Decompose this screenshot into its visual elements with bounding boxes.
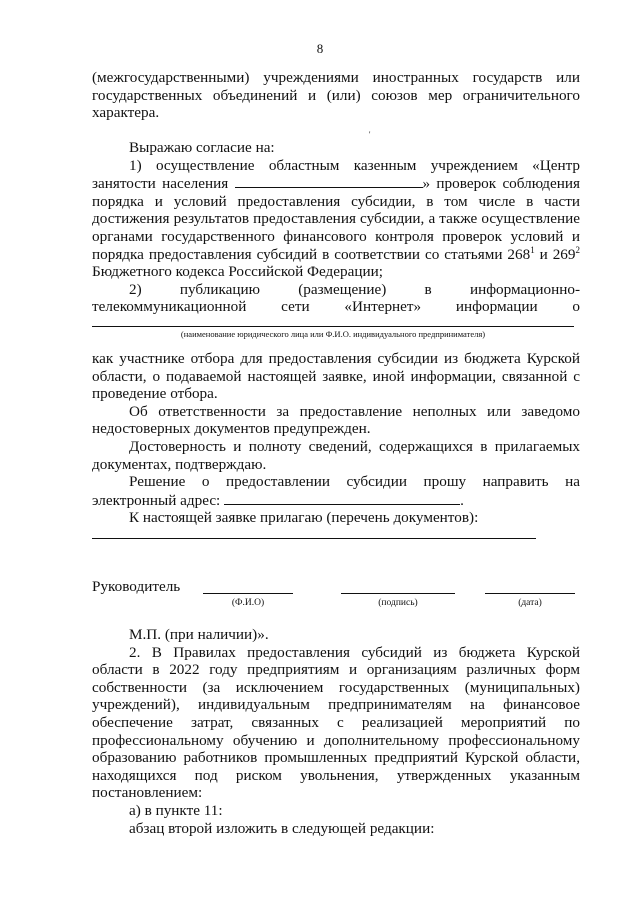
signature-line xyxy=(341,593,455,594)
stray-mark: ' xyxy=(369,130,371,139)
email-label: электронный адрес: xyxy=(92,491,221,509)
name-caption: (наименование юридического лица или Ф.И.О. индивидуального предпринимателя) xyxy=(180,329,486,339)
item1-sup-2: 2 xyxy=(575,244,580,255)
consent-item-1 xyxy=(92,157,580,281)
decision-paragraph-line2 xyxy=(92,491,580,510)
intro-paragraph: (межгосударственными) учреждениями иностранных государств или государственных объединений и (или) союзов мер ограничительного характера. xyxy=(92,69,580,122)
employment-center-blank xyxy=(235,174,423,188)
fio-caption: (Ф.И.О) xyxy=(231,598,265,608)
intro-paragraph-block xyxy=(92,69,580,122)
consent-item-2: 2) публикацию (размещение) в информационно-телекоммуникационной сети «Интернет» информации о xyxy=(92,280,580,316)
consent-section xyxy=(92,139,580,316)
item1-end: Бюджетного кодекса Российской Федерации; xyxy=(92,263,383,281)
item1-and: и 269 xyxy=(534,245,576,263)
item-a: а) в пункте 11: xyxy=(129,801,223,819)
rules-section xyxy=(92,626,580,837)
stamp-line: М.П. (при наличии)». xyxy=(129,626,269,643)
participant-paragraph: как участнике отбора для предоставления субсидии из бюджета Курской области, о подаваемой настоящей заявке, иной информации, связанной с проведение отбора. xyxy=(92,350,580,403)
attach-paragraph: К настоящей заявке прилагаю (перечень документов): xyxy=(129,509,479,527)
rules-paragraph: 2. В Правилах предоставления субсидий из бюджета Курской области в 2022 году предприятиям и организациям различных форм собственности (за исключением государственных (муниципальных) учреждений), индивидуальным предпринимателям на финансовое обеспечение затрат, связанных с реализацией мероприятий по профессиональному обучению и дополнительному профессиональному образованию работников промышленных предприятий Курской области, находящихся под риском увольнения, утвержденных указанным постановлением: xyxy=(92,643,580,802)
item1-sup-1: 1 xyxy=(530,244,535,255)
responsibility-paragraph: Об ответственности за предоставление неполных или заведомо недостоверных документов предупрежден. xyxy=(92,402,580,438)
fio-line xyxy=(203,593,293,594)
date-line xyxy=(485,593,575,594)
signature-label: Руководитель xyxy=(92,578,181,595)
participant-section xyxy=(92,350,580,527)
decision-end: . xyxy=(460,491,464,509)
consent-heading: Выражаю согласие на: xyxy=(129,139,275,156)
date-caption: (дата) xyxy=(518,598,542,608)
confirm-paragraph: Достоверность и полноту сведений, содержащихся в прилагаемых документах, подтверждаю. xyxy=(92,437,580,473)
page-number: 8 xyxy=(316,41,324,56)
name-underline xyxy=(92,326,574,327)
item1-text-before: 1) осуществление областным казенным учреждением «Центр занятости населения xyxy=(92,156,580,193)
signature-caption: (подпись) xyxy=(378,598,418,608)
abzac-line: абзац второй изложить в следующей редакции: xyxy=(129,819,435,837)
email-blank xyxy=(224,491,460,505)
decision-paragraph-line1: Решение о предоставлении субсидии прошу направить на xyxy=(129,473,580,491)
attachments-line xyxy=(92,538,536,539)
item1-text-after: » проверок соблюдения порядка и условий предоставления субсидии, в том числе в части достижения результатов предоставления субсидии, а также осуществление органами государственного финансового контроля проверок условий и порядка предоставления субсидий в соответствии со статьями 268 xyxy=(92,175,580,263)
